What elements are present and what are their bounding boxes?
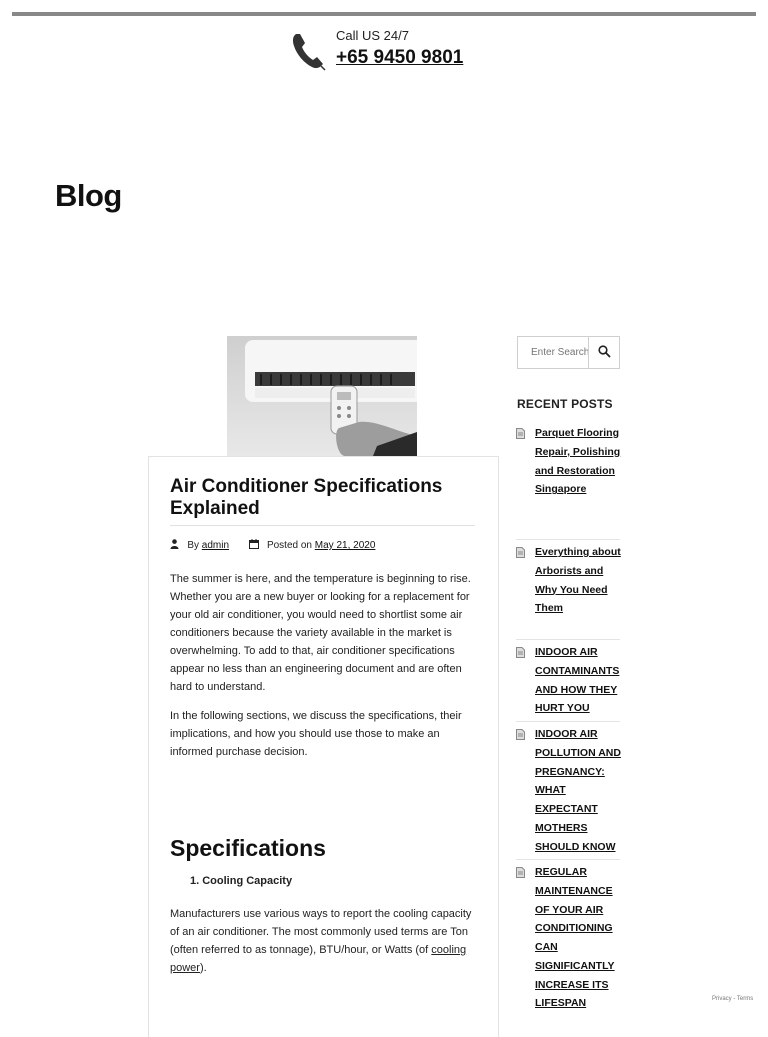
- article-card: [148, 456, 499, 1037]
- page-title: Blog: [55, 178, 122, 213]
- recent-posts-heading: RECENT POSTS: [517, 397, 613, 411]
- section-heading: Specifications: [170, 835, 326, 861]
- cooling-power-link[interactable]: cooling power: [170, 944, 467, 974]
- phone-icon: [290, 30, 328, 72]
- recent-post-link[interactable]: INDOOR AIR CONTAMINANTS AND HOW THEY HURT YOU: [535, 646, 620, 715]
- article-paragraph: The summer is here, and the temperature is beginning to rise. Whether you are a new buyer or looking for a replacement for your old air conditioner, you would need to shortlist some air conditioners because the variety available in the market is overwhelming. To add to that, air conditioner specifications appear no less than an engineering document and are often hard to understand.: [170, 573, 471, 693]
- call-us-block: [290, 26, 530, 74]
- user-icon: [170, 539, 179, 552]
- document-icon: [516, 865, 525, 883]
- post-date-link[interactable]: May 21, 2020: [314, 540, 376, 552]
- by-label: By: [187, 540, 200, 552]
- article-paragraph: In the following sections, we discuss the specifications, their implications, and how you should use those to make an informed purchase decision.: [170, 710, 462, 758]
- recaptcha-badge-text[interactable]: Privacy - Terms: [712, 996, 754, 1002]
- call-label: Call US 24/7: [336, 28, 409, 43]
- article-featured-image: [227, 336, 417, 456]
- author-link[interactable]: admin: [201, 540, 230, 552]
- recent-post-link[interactable]: INDOOR AIR POLLUTION AND PREGNANCY: WHAT EXPECTANT MOTHERS SHOULD KNOW: [535, 728, 621, 853]
- article-paragraph: Manufacturers use various ways to report the cooling capacity of an air conditioner. The most commonly used terms are Ton (often referred to as tonnage), BTU/hour, or Watts (of cooling power).: [170, 908, 472, 974]
- list-item: 1. Cooling Capacity: [190, 875, 293, 887]
- recent-post-link[interactable]: REGULAR MAINTENANCE OF YOUR AIR CONDITIONING CAN SIGNIFICANTLY INCREASE ITS LIFESPAN: [535, 866, 615, 1010]
- title-divider: [170, 525, 475, 526]
- document-icon: [516, 545, 525, 563]
- posted-on-label: Posted on: [266, 540, 312, 552]
- search-box: [517, 336, 620, 369]
- search-input[interactable]: [518, 337, 588, 368]
- top-border-bar: [12, 12, 756, 16]
- document-icon: [516, 645, 525, 663]
- phone-number-link[interactable]: +65 9450 9801: [336, 47, 464, 68]
- recent-post-link[interactable]: Parquet Flooring Repair, Polishing and Restoration Singapore: [535, 427, 621, 496]
- recent-post-divider: [516, 539, 620, 540]
- recent-post-divider: [516, 639, 620, 640]
- recent-post-divider: [516, 859, 620, 860]
- search-icon: [598, 345, 611, 358]
- document-icon: [516, 426, 525, 444]
- article-meta: [170, 539, 375, 552]
- recent-post-divider: [516, 721, 620, 722]
- article-title[interactable]: Air Conditioner Specifications Explained: [170, 476, 443, 519]
- document-icon: [516, 727, 525, 745]
- recent-post-link[interactable]: Everything about Arborists and Why You Need Them: [535, 546, 621, 615]
- calendar-icon: [249, 539, 259, 552]
- search-button[interactable]: [588, 337, 619, 368]
